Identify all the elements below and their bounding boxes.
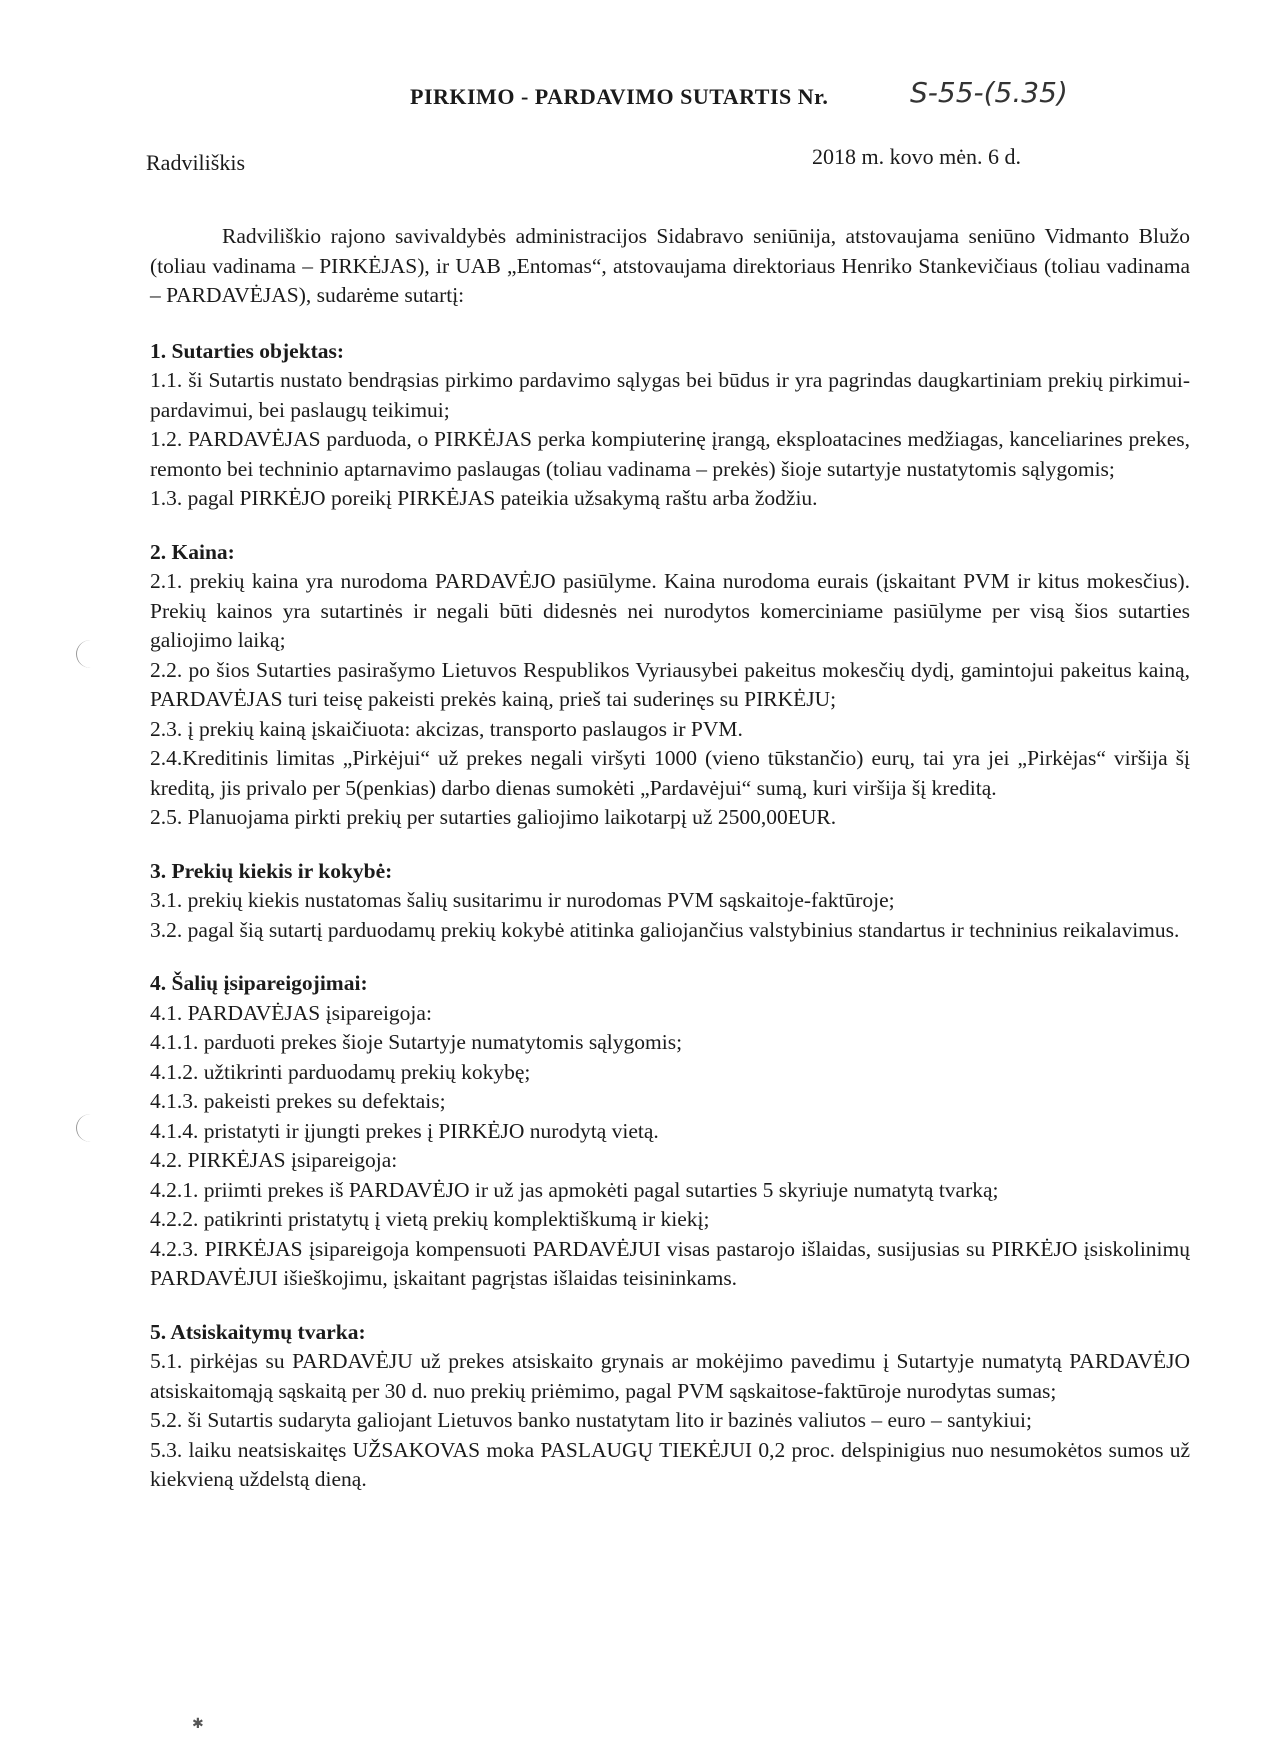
clause: 2.3. į prekių kainą įskaičiuota: akcizas, transporto paslaugos ir PVM. — [150, 716, 743, 741]
punch-hole-mark — [76, 640, 105, 668]
section-heading: 2. Kaina: — [150, 539, 235, 564]
section-payment — [150, 1318, 1190, 1495]
section-heading: 4. Šalių įsipareigojimai: — [150, 971, 368, 995]
clause: 4.2.3. PIRKĖJAS įsipareigoja kompensuoti PARDAVĖJUI visas pastarojo išlaidas, susijusias su PIRKĖJO įsiskolinimų PARDAVĖJUI išieškojimu, įskaitant pagrįstas išlaidas teisininkams. — [150, 1236, 1190, 1290]
scan-speck-mark: ✱ — [192, 1717, 204, 1732]
section-heading: 5. Atsiskaitymų tvarka: — [150, 1319, 366, 1344]
clause: 2.2. po šios Sutarties pasirašymo Lietuvos Respublikos Vyriausybei pakeitus mokesčių dydį, gamintojui pakeitus kainą, PARDAVĖJAS turi teisę pakeisti prekės kainą, prieš tai suderinęs su PIRKĖJU; — [150, 657, 1190, 711]
contract-date: 2018 m. kovo mėn. 6 d. — [812, 144, 1021, 169]
clause: 1.1. ši Sutartis nustato bendrąsias pirkimo pardavimo sąlygas bei būdus ir yra pagrindas daugkartiniam prekių pirkimui-pardavimui, bei paslaugų teikimui; — [150, 368, 1190, 422]
intro-paragraph: Radviliškio rajono savivaldybės administracijos Sidabravo seniūnija, atstovaujama seniūno Vidmanto Blužo (toliau vadinama – PIRKĖJAS), ir UAB „Entomas“, atstovaujama direktoriaus Henriko Stankevičiaus (toliau vadinama – PARDAVĖJAS), sudarėme sutartį: — [150, 224, 1190, 307]
punch-hole-mark — [76, 1114, 105, 1142]
section-quantity-quality — [150, 857, 1190, 946]
clause: 4.1.2. užtikrinti parduodamų prekių kokybę; — [150, 1059, 531, 1084]
clause: 5.2. ši Sutartis sudaryta galiojant Lietuvos banko nustatytam lito ir bazinės valiutos – euro – santykiui; — [150, 1408, 1032, 1432]
clause: 4.1.1. parduoti prekes šioje Sutartyje numatytomis sąlygomis; — [150, 1030, 683, 1054]
section-obligations — [150, 969, 1190, 1294]
section-price — [150, 538, 1190, 833]
clause: 4.2.2. patikrinti pristatytų į vietą prekių komplektiškumą ir kiekį; — [150, 1207, 710, 1231]
clause: 1.3. pagal PIRKĖJO poreikį PIRKĖJAS pateikia užsakymą raštu arba žodžiu. — [150, 486, 818, 510]
handwritten-contract-number: S-55-(5.35) — [910, 76, 1068, 109]
clause: 4.1.3. pakeisti prekes su defektais; — [150, 1089, 446, 1113]
clause: 2.4.Kreditinis limitas „Pirkėjui“ už prekes negali viršyti 1000 (vieno tūkstančio) eurų, tai yra jei „Pirkėjas“ viršija šį kreditą, jis privalo per 5(penkias) darbo dienas sumokėti „Pardavėjui“ sumą, kuri viršija šį kreditą. — [150, 746, 1190, 800]
clause: 5.1. pirkėjas su PARDAVĖJU už prekes atsiskaito grynais ar mokėjimo pavedimu į Sutartyje numatytą PARDAVĖJO atsiskaitomąją sąskaitą per 30 d. nuo prekių priėmimo, pagal PVM sąskaitose-faktūroje nurodytas sumas; — [150, 1349, 1190, 1403]
clause: 3.2. pagal šią sutartį parduodamų prekių kokybė atitinka galiojančius valstybinius standartus ir techninius reikalavimus. — [150, 917, 1180, 942]
section-heading: 1. Sutarties objektas: — [150, 338, 345, 363]
clause: 5.3. laiku neatsiskaitęs UŽSAKOVAS moka PASLAUGŲ TIEKĖJUI 0,2 proc. delspinigius nuo nesumokėtos sumos už kiekvieną uždelstą dieną. — [150, 1437, 1190, 1491]
clause: 2.1. prekių kaina yra nurodoma PARDAVĖJO pasiūlyme. Kaina nurodoma eurais (įskaitant PVM ir kitus mokesčius). Prekių kainos yra sutartinės ir negali būti didesnės nei nurodytos komerciniame pasiūlyme per visą šios sutarties galiojimo laiką; — [150, 569, 1190, 652]
city-name: Radviliškis — [146, 150, 246, 175]
section-subject — [150, 337, 1190, 514]
clause: 4.1. PARDAVĖJAS įsipareigoja: — [150, 1000, 432, 1025]
contract-body — [150, 222, 1190, 1519]
clause: 3.1. prekių kiekis nustatomas šalių susitarimu ir nurodomas PVM sąskaitoje-faktūroje; — [150, 888, 895, 912]
section-heading: 3. Prekių kiekis ir kokybė: — [150, 858, 393, 883]
clause: 1.2. PARDAVĖJAS parduoda, o PIRKĖJAS perka kompiuterinę įrangą, eksploatacines medžiagas, kanceliarines prekes, remonto bei techninio aptarnavimo paslaugas (toliau vadinama – prekės) šioje sutartyje nustatytomis sąlygomis; — [150, 427, 1190, 481]
clause: 4.2. PIRKĖJAS įsipareigoja: — [150, 1148, 398, 1172]
clause: 2.5. Planuojama pirkti prekių per sutarties galiojimo laikotarpį už 2500,00EUR. — [150, 805, 837, 829]
clause: 4.1.4. pristatyti ir įjungti prekes į PIRKĖJO nurodytą vietą. — [150, 1118, 659, 1143]
clause: 4.2.1. priimti prekes iš PARDAVĖJO ir už jas apmokėti pagal sutarties 5 skyriuje numatytą tvarką; — [150, 1177, 999, 1202]
document-title: PIRKIMO - PARDAVIMO SUTARTIS Nr. — [410, 84, 829, 109]
